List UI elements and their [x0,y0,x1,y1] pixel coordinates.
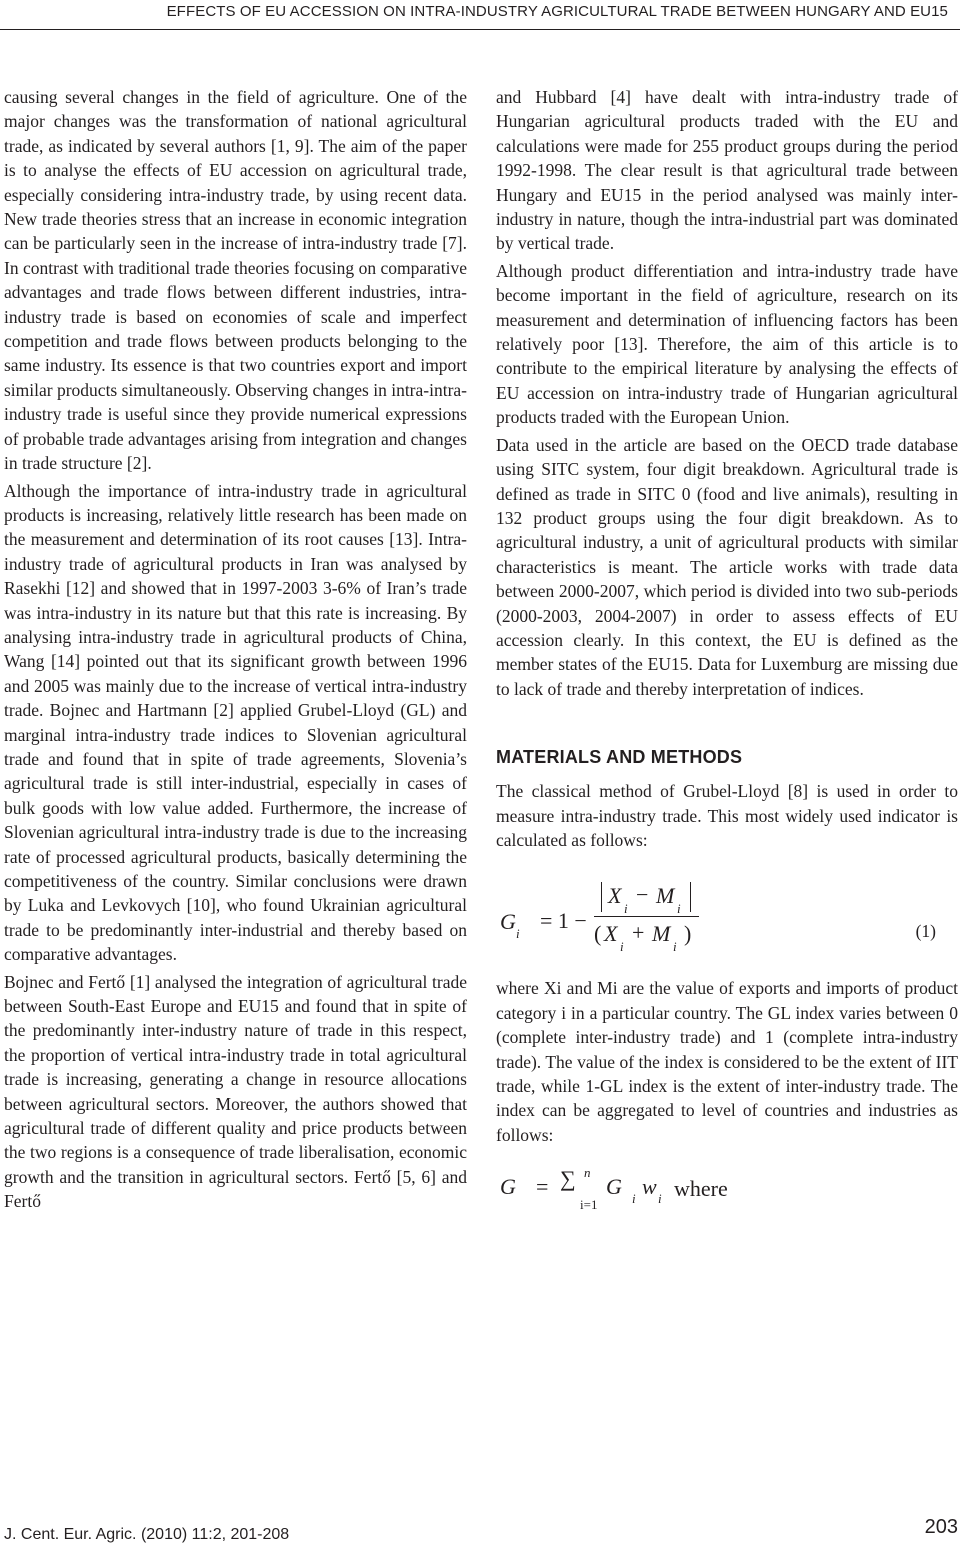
equation-grubel-lloyd [496,874,958,964]
eq2-term-g: G [606,1174,622,1200]
eq1-fraction-bar [594,916,699,917]
right-column [496,85,958,1229]
right-paragraph-1: and Hubbard [4] have dealt with intra-industry trade of Hungarian agricultural products traded with the EU and calculations were made for 255 product groups during the period 1992-1998. The clear result is that agricultural trade between Hungary and EU15 in the period analysed was mainly inter-industry in nature, though the intra-industrial part was dominated by vertical trade. [496,87,958,254]
eq1-num-m-sub: i [677,901,681,917]
eq2-equals: = [536,1174,549,1200]
eq1-equals-one-minus: = 1 − [540,908,587,934]
left-column [4,85,467,1217]
eq2-term-w-sub: i [658,1191,662,1207]
after-equation-paragraph: where Xi and Mi are the value of exports and imports of product category i in a particular country. The GL index varies between 0 (complete inter-industry trade) and 1 (complete intra-industry trade). The value of the index is considered to be the extent of IIT trade, while 1-GL index is the extent of inter-industry trade. The index can be aggregated to level of countries and industries as follows: [496,978,958,1145]
eq1-lhs-g: G [500,909,516,935]
methods-intro: The classical method of Grubel-Lloyd [8] is used in order to measure intra-industry trade. This most widely used indicator is calculated as follows: [496,781,958,850]
header-rule [0,29,960,30]
right-paragraph-2: Although product differentiation and intra-industry trade have become important in the field of agriculture, research on its measurement and determination of influencing factors has been relatively poor [13]. Therefore, the aim of this article is to contribute to the empirical literature by analysing the effects of EU accession on intra-industry trade of Hungarian agricultural products traded with the European Union. [496,260,958,428]
equation-number: (1) [915,921,936,942]
eq2-term-g-sub: i [632,1191,636,1207]
left-paragraph-1: causing several changes in the field of agriculture. One of the major changes was the transformation of national agricultural trade, as indicated by several authors [1, 9]. The aim of the paper is to analyse the effects of EU accession on agricultural trade, especially considering intra-industry trade, by using recent data. New trade theories stress that an increase in economic integration can be particularly seen in the increase of intra-industry trade [7]. In contrast with traditional trade theories focusing on comparative advantages and trade flows between different industries, intra-industry trade is based on economies of scale and imperfect competition and trade flows between products belonging to the same industry. Its essence is that two countries export and import similar products simultaneously. Observing changes in intra-intra-industry trade is useful since they provide numerical expressions of probable trade advantages arising from integration and changes in trade structure [2]. [4,87,467,474]
eq2-term-w: w [642,1174,657,1200]
eq1-abs-left-bar [601,882,602,912]
left-paragraph-2: Although the importance of intra-industry trade in agricultural products is increasing, relatively little research has been made on the measurement and determination of its root causes [13]. Intra-industry trade of agricultural products in Iran was analysed by Rasekhi [12] and showed that in 1997-2003 3-6% of Iran’s trade was intra-industry in its nature but that this rate is increasing. By analysing intra-industry trade in agricultural products of China, Wang [14] pointed out that its significant growth between 1996 and 2005 was mainly due to the increase of vertical intra-industry trade. Bojnec and Hartmann [2] applied Grubel-Lloyd (GL) and marginal intra-industry trade indices to Slovenian agricultural trade and found that in spite of trade agreements, Slovenia’s agricultural trade is still inter-industrial, especially in cases of bulk goods with low value added. Furthermore, the increase of Slovenian agricultural intra-industry trade is due to the increasing rate of processed agricultural products, basically determining the competitiveness of the country. Similar conclusions were drawn by Luka and Levkovych [10], who found Ukrainian agricultural trade to be predominantly inter-industrial and thereby based on comparative advantages. [4,480,467,965]
eq1-den-x: X [604,921,618,947]
eq2-lower-limit: i=1 [580,1197,598,1213]
section-heading-materials-methods: MATERIALS AND METHODS [496,747,743,768]
eq2-sigma: ∑ [560,1166,576,1192]
eq1-den-open: ( [594,921,602,947]
eq1-den-m-sub: i [673,939,677,955]
eq1-num-x-sub: i [624,901,628,917]
eq1-num-x: X [608,883,622,909]
eq2-lhs-g: G [500,1174,516,1200]
eq2-upper-limit: n [584,1165,591,1181]
right-paragraph-3: Data used in the article are based on the OECD trade database using SITC system, four digit breakdown. Agricultural trade is defined as trade in SITC 0 (food and live animals), resulting in 132 product groups using the four digit breakdown. As to agricultural industry, a unit of agricultural products with similar characteristics is meant. The article works with trade data between 2000-2007, which period is divided into two sub-periods (2000-2003, 2004-2007) in order to assess effects of EU accession clearly. In this context, the EU is defined as the member states of the EU15. Data for Luxemburg are missing due to lack of trade and thereby interpretation of indices. [496,434,958,699]
eq1-lhs-sub: i [516,926,520,942]
eq1-num-m: M [656,883,675,909]
eq1-abs-right-bar [690,882,691,912]
footer-journal-citation: J. Cent. Eur. Agric. (2010) 11:2, 201-208 [4,1526,290,1543]
page-number: 203 [924,1516,958,1538]
left-paragraph-3: Bojnec and Fertő [1] analysed the integration of agricultural trade between South-East Europe and EU15 and found that in spite of the predominantly inter-industry nature of trade in this respect, the proportion of vertical intra-industry trade in total agricultural trade is increasing, generating a change in resource allocations between agricultural sectors. Moreover, the authors showed that agricultural trade of different quality and price products between the two regions is a consequence of trade liberalisation, economic growth and the transition in agricultural sectors. Fertő [5, 6] and Fertő [4,971,467,1212]
running-head: EFFECTS OF EU ACCESSION ON INTRA-INDUSTRY AGRICULTURAL TRADE BETWEEN HUNGARY AND EU15 [166,3,948,20]
eq2-where: where [674,1176,728,1202]
eq1-den-close: ) [684,921,692,947]
eq1-den-x-sub: i [620,939,624,955]
eq1-num-minus: − [636,882,649,908]
equation-aggregate [496,1167,958,1217]
eq1-den-plus: + [632,920,645,946]
eq1-den-m: M [652,921,671,947]
